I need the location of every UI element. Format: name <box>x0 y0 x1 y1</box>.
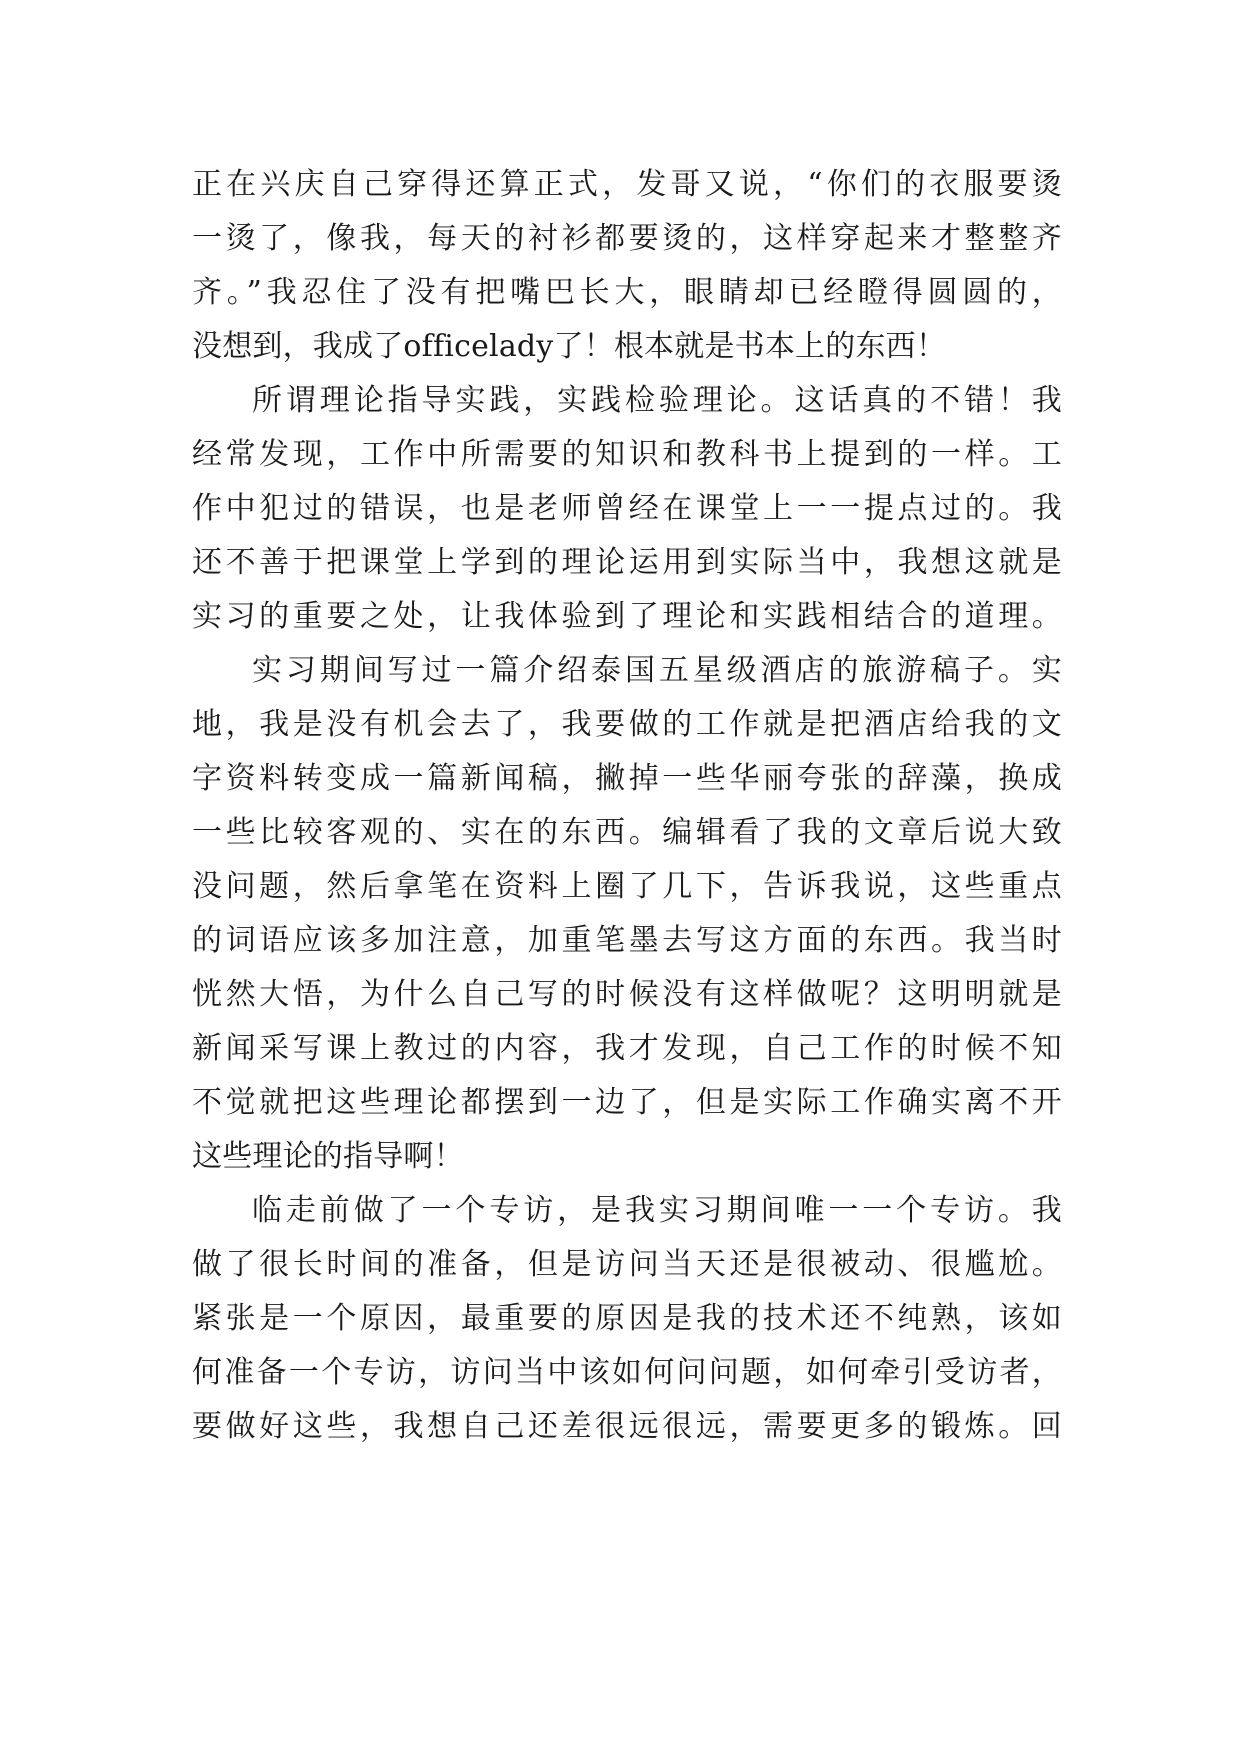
text-line: 没问题，然后拿笔在资料上圈了几下，告诉我说，这些重点 <box>192 869 1062 904</box>
text-line: 齐。”我忍住了没有把嘴巴长大，眼睛却已经瞪得圆圆的， <box>192 275 1062 310</box>
paragraph-first-line: 临走前做了一个专访，是我实习期间唯一一个专访。我 <box>252 1193 1062 1228</box>
text-line: 一烫了，像我，每天的衬衫都要烫的，这样穿起来才整整齐 <box>192 221 1062 256</box>
text-line: 何准备一个专访，访问当中该如何问问题，如何牵引受访者， <box>192 1355 1062 1390</box>
text-line: 要做好这些，我想自己还差很远很远，需要更多的锻炼。回 <box>192 1409 1062 1444</box>
text-line: 字资料转变成一篇新闻稿，撇掉一些华丽夸张的辞藻，换成 <box>192 761 1062 796</box>
text-line: 这些理论的指导啊！ <box>192 1139 464 1174</box>
text-line: 做了很长时间的准备，但是访问当天还是很被动、很尴尬。 <box>192 1247 1062 1282</box>
paragraph-first-line: 所谓理论指导实践，实践检验理论。这话真的不错！我 <box>252 383 1062 418</box>
body-text <box>192 158 1062 1454</box>
text-line: 地，我是没有机会去了，我要做的工作就是把酒店给我的文 <box>192 707 1062 742</box>
text-line: 紧张是一个原因，最重要的原因是我的技术还不纯熟，该如 <box>192 1301 1062 1336</box>
text-line: 一些比较客观的、实在的东西。编辑看了我的文章后说大致 <box>192 815 1062 850</box>
text-line: 还不善于把课堂上学到的理论运用到实际当中，我想这就是 <box>192 545 1062 580</box>
text-line: 的词语应该多加注意，加重笔墨去写这方面的东西。我当时 <box>192 923 1062 958</box>
text-line: 恍然大悟，为什么自己写的时候没有这样做呢？这明明就是 <box>192 977 1062 1012</box>
text-line: 作中犯过的错误，也是老师曾经在课堂上一一提点过的。我 <box>192 491 1062 526</box>
text-line: 不觉就把这些理论都摆到一边了，但是实际工作确实离不开 <box>192 1085 1062 1120</box>
paragraph-first-line: 实习期间写过一篇介绍泰国五星级酒店的旅游稿子。实 <box>252 653 1062 688</box>
text-line: 经常发现，工作中所需要的知识和教科书上提到的一样。工 <box>192 437 1062 472</box>
text-line: 实习的重要之处，让我体验到了理论和实践相结合的道理。 <box>192 599 1062 634</box>
text-line: 正在兴庆自己穿得还算正式，发哥又说，“你们的衣服要烫 <box>192 167 1062 202</box>
text-line: 没想到，我成了officelady了！根本就是书本上的东西！ <box>192 329 947 364</box>
text-line: 新闻采写课上教过的内容，我才发现，自己工作的时候不知 <box>192 1031 1062 1066</box>
